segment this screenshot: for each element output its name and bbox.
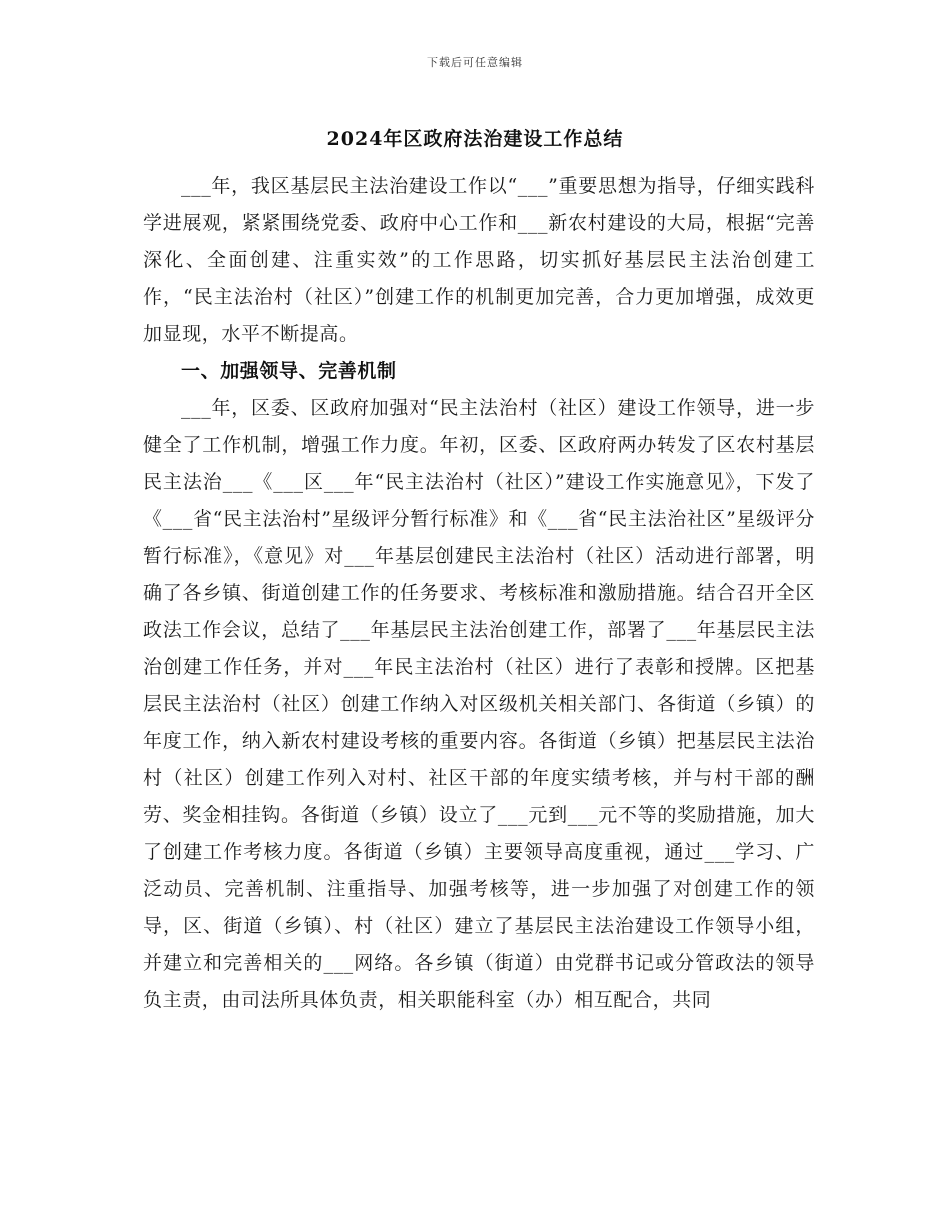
- document-title: 2024年区政府法治建设工作总结: [326, 128, 624, 150]
- header-note: 下载后可任意编辑: [427, 56, 523, 69]
- section-paragraph: ___年，区委、区政府加强对“民主法治村（社区）建设工作领导，进一步健全了工作机制，增强工作力度。年初，区委、区政府两办转发了区农村基层民主法治___《___区___年“民主法治村（社区）”建设工作实施意见》，下发了《___省“民主法治村”星级评分暂行标准》和《___省“民主法治社区”星级评分暂行标准》，《意见》对___年基层创建民主法治村（社区）活动进行部署，明确了各乡镇、街道创建工作的任务要求、考核标准和激励措施。结合召开全区政法工作会议，总结了___年基层民主法治创建工作，部署了___年基层民主法治创建工作任务，并对___年民主法治村（社区）进行了表彰和授牌。区把基层民主法治村（社区）创建工作纳入对区级机关相关部门、各街道（乡镇）的年度工作，纳入新农村建设考核的重要内容。各街道（乡镇）把基层民主法治村（社区）创建工作列入对村、社区干部的年度实绩考核，并与村干部的酬劳、奖金相挂钩。各街道（乡镇）设立了___元到___元不等的奖励措施，加大了创建工作考核力度。各街道（乡镇）主要领导高度重视，通过___学习、广泛动员、完善机制、注重指导、加强考核等，进一步加强了对创建工作的领导，区、街道（乡镇）、村（社区）建立了基层民主法治建设工作领导小组，并建立和完善相关的___网络。各乡镇（街道）由党群书记或分管政法的领导负主责，由司法所具体负责，相关职能科室（办）相互配合，共同: [143, 397, 815, 1011]
- document-body: [143, 168, 815, 1019]
- section-heading: 一、加强领导、完善机制: [181, 360, 397, 382]
- intro-paragraph: ___年，我区基层民主法治建设工作以“___”重要思想为指导，仔细实践科学进展观，紧紧围绕党委、政府中心工作和___新农村建设的大局，根据“完善深化、全面创建、注重实效”的工作思路，切实抓好基层民主法治创建工作，“民主法治村（社区）”创建工作的机制更加完善，合力更加增强，成效更加显现，水平不断提高。: [143, 175, 815, 345]
